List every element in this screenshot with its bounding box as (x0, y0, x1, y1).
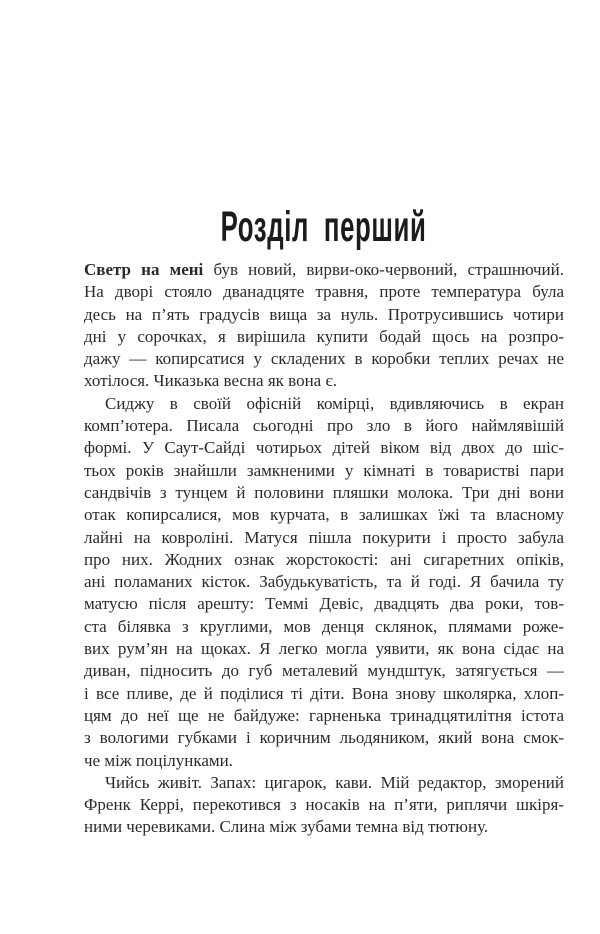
text-line: ані поламаних кісток. Забудькуватість, та й годі. Я бачила ту (84, 572, 564, 592)
chapter-title-text: Розділ перший (221, 203, 427, 251)
paragraph (84, 772, 564, 839)
text-line: ними черевиками. Слина між зубами темна від тютюну. (84, 817, 489, 837)
text-line: дні у сорочках, я вирішила купити бодай щось на розпро- (84, 326, 564, 346)
text-line: вих рум’ян на щоках. Я легко могла уявити, як вона сідає на (84, 639, 564, 659)
text-line: тьох років знайшли замкненими у кімнаті в товаристві пари (84, 460, 564, 480)
text-line: формі. У Саут-Сайді чотирьох дітей віком від двох до шіс- (84, 438, 564, 458)
paragraph-lead: Светр на мені (84, 260, 204, 279)
text-line: матусю після арешту: Теммі Девіс, двадцять два роки, тов- (84, 594, 564, 614)
text-line: ста білявка з круглими, мов денця склянок, плямами роже- (84, 616, 564, 636)
paragraph (84, 259, 564, 393)
text-line: Светр на мені був новий, вирви-око-червоний, страшнючий. (84, 260, 564, 279)
text-line: сандвічів з тунцем й половини пляшки молока. Три дні вони (84, 482, 564, 502)
text-line: На дворі стояло дванадцяте травня, проте температура була (84, 282, 564, 302)
body-text (84, 259, 564, 839)
text-line: десь на п’ять градусів вища за нуль. Протрусившись чотири (84, 304, 564, 324)
text-line: з вологими губками і коричним льодяником, який вона смок- (84, 728, 564, 748)
text-line: Чийсь живіт. Запах: цигарок, кави. Мій редактор, зморений (105, 772, 564, 792)
text-line: хотілося. Чиказька весна як вона є. (84, 371, 338, 391)
text-line: і все пливе, де й поділися ті діти. Вона знову школярка, хлоп- (84, 683, 564, 703)
text-line: дажу — копирсатися у складених в коробки теплих речах не (84, 349, 564, 369)
text-line: лайні на ковроліні. Матуся пішла покурити і просто забула (84, 527, 564, 547)
text-line: диван, підносить до губ металевий мундштук, затягується — (84, 661, 564, 681)
chapter-title (84, 203, 564, 251)
text-line: комп’ютера. Писала сьогодні про зло в його наймлявішій (84, 416, 564, 436)
text-line: про них. Жодних ознак жорстокості: ані сигаретних опіків, (84, 549, 564, 569)
text-line: цям до неї ще не байдуже: гарненька тринадцятилітня істота (84, 705, 564, 725)
text-line: Сиджу в своїй офісній комірці, вдивляючись в екран (105, 393, 564, 413)
text-line: че між поцілунками. (84, 750, 233, 770)
paragraph (84, 393, 564, 772)
text-line: Френк Керрі, перекотився з носаків на п’яти, риплячи шкіря- (84, 795, 564, 815)
text-line: отак копирсалися, мов курчата, в залишках їжі та власному (84, 505, 564, 525)
